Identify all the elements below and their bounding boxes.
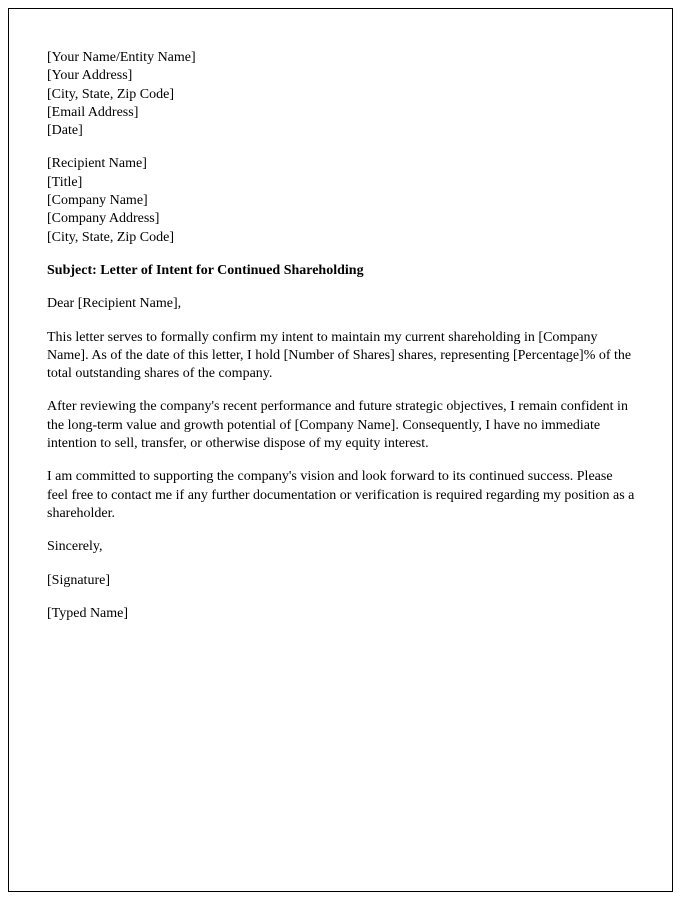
paragraph-commitment: I am committed to supporting the company's vision and look forward to its continued success. Please feel free to contact me if any further documentation or verification is required regarding my position as a shareholder.	[47, 469, 635, 521]
sender-block	[47, 49, 636, 140]
letter-date: [Date]	[47, 123, 83, 139]
paragraph-shareholding-intent: This letter serves to formally confirm my intent to maintain my current shareholding in [Company Name]. As of the date of this letter, I hold [Number of Shares] shares, representing [Percentage]% of the total outstanding shares of the company.	[47, 329, 632, 382]
recipient-company: [Company Name]	[47, 193, 148, 209]
recipient-name: [Recipient Name]	[47, 156, 147, 172]
recipient-city-state-zip: [City, State, Zip Code]	[47, 229, 175, 245]
sender-city-state-zip: [City, State, Zip Code]	[47, 86, 175, 102]
salutation: Dear [Recipient Name],	[47, 296, 182, 312]
closing: Sincerely,	[47, 539, 103, 555]
recipient-company-address: [Company Address]	[47, 211, 160, 227]
sender-address: [Your Address]	[47, 68, 133, 84]
recipient-title: [Title]	[47, 174, 83, 190]
sender-email: [Email Address]	[47, 104, 139, 120]
typed-name-placeholder: [Typed Name]	[47, 605, 129, 621]
subject-line: Subject: Letter of Intent for Continued Shareholding	[47, 262, 364, 278]
paragraph-no-sale-intent: After reviewing the company's recent performance and future strategic objectives, I remain confident in the long-term value and growth potential of [Company Name]. Consequently, I have no immediate intention to sell, transfer, or otherwise dispose of my equity interest.	[47, 399, 628, 452]
letter-content	[9, 9, 672, 623]
signature-placeholder: [Signature]	[47, 572, 110, 588]
letter-page	[8, 8, 673, 892]
sender-name: [Your Name/Entity Name]	[47, 50, 196, 65]
recipient-block	[47, 155, 636, 246]
